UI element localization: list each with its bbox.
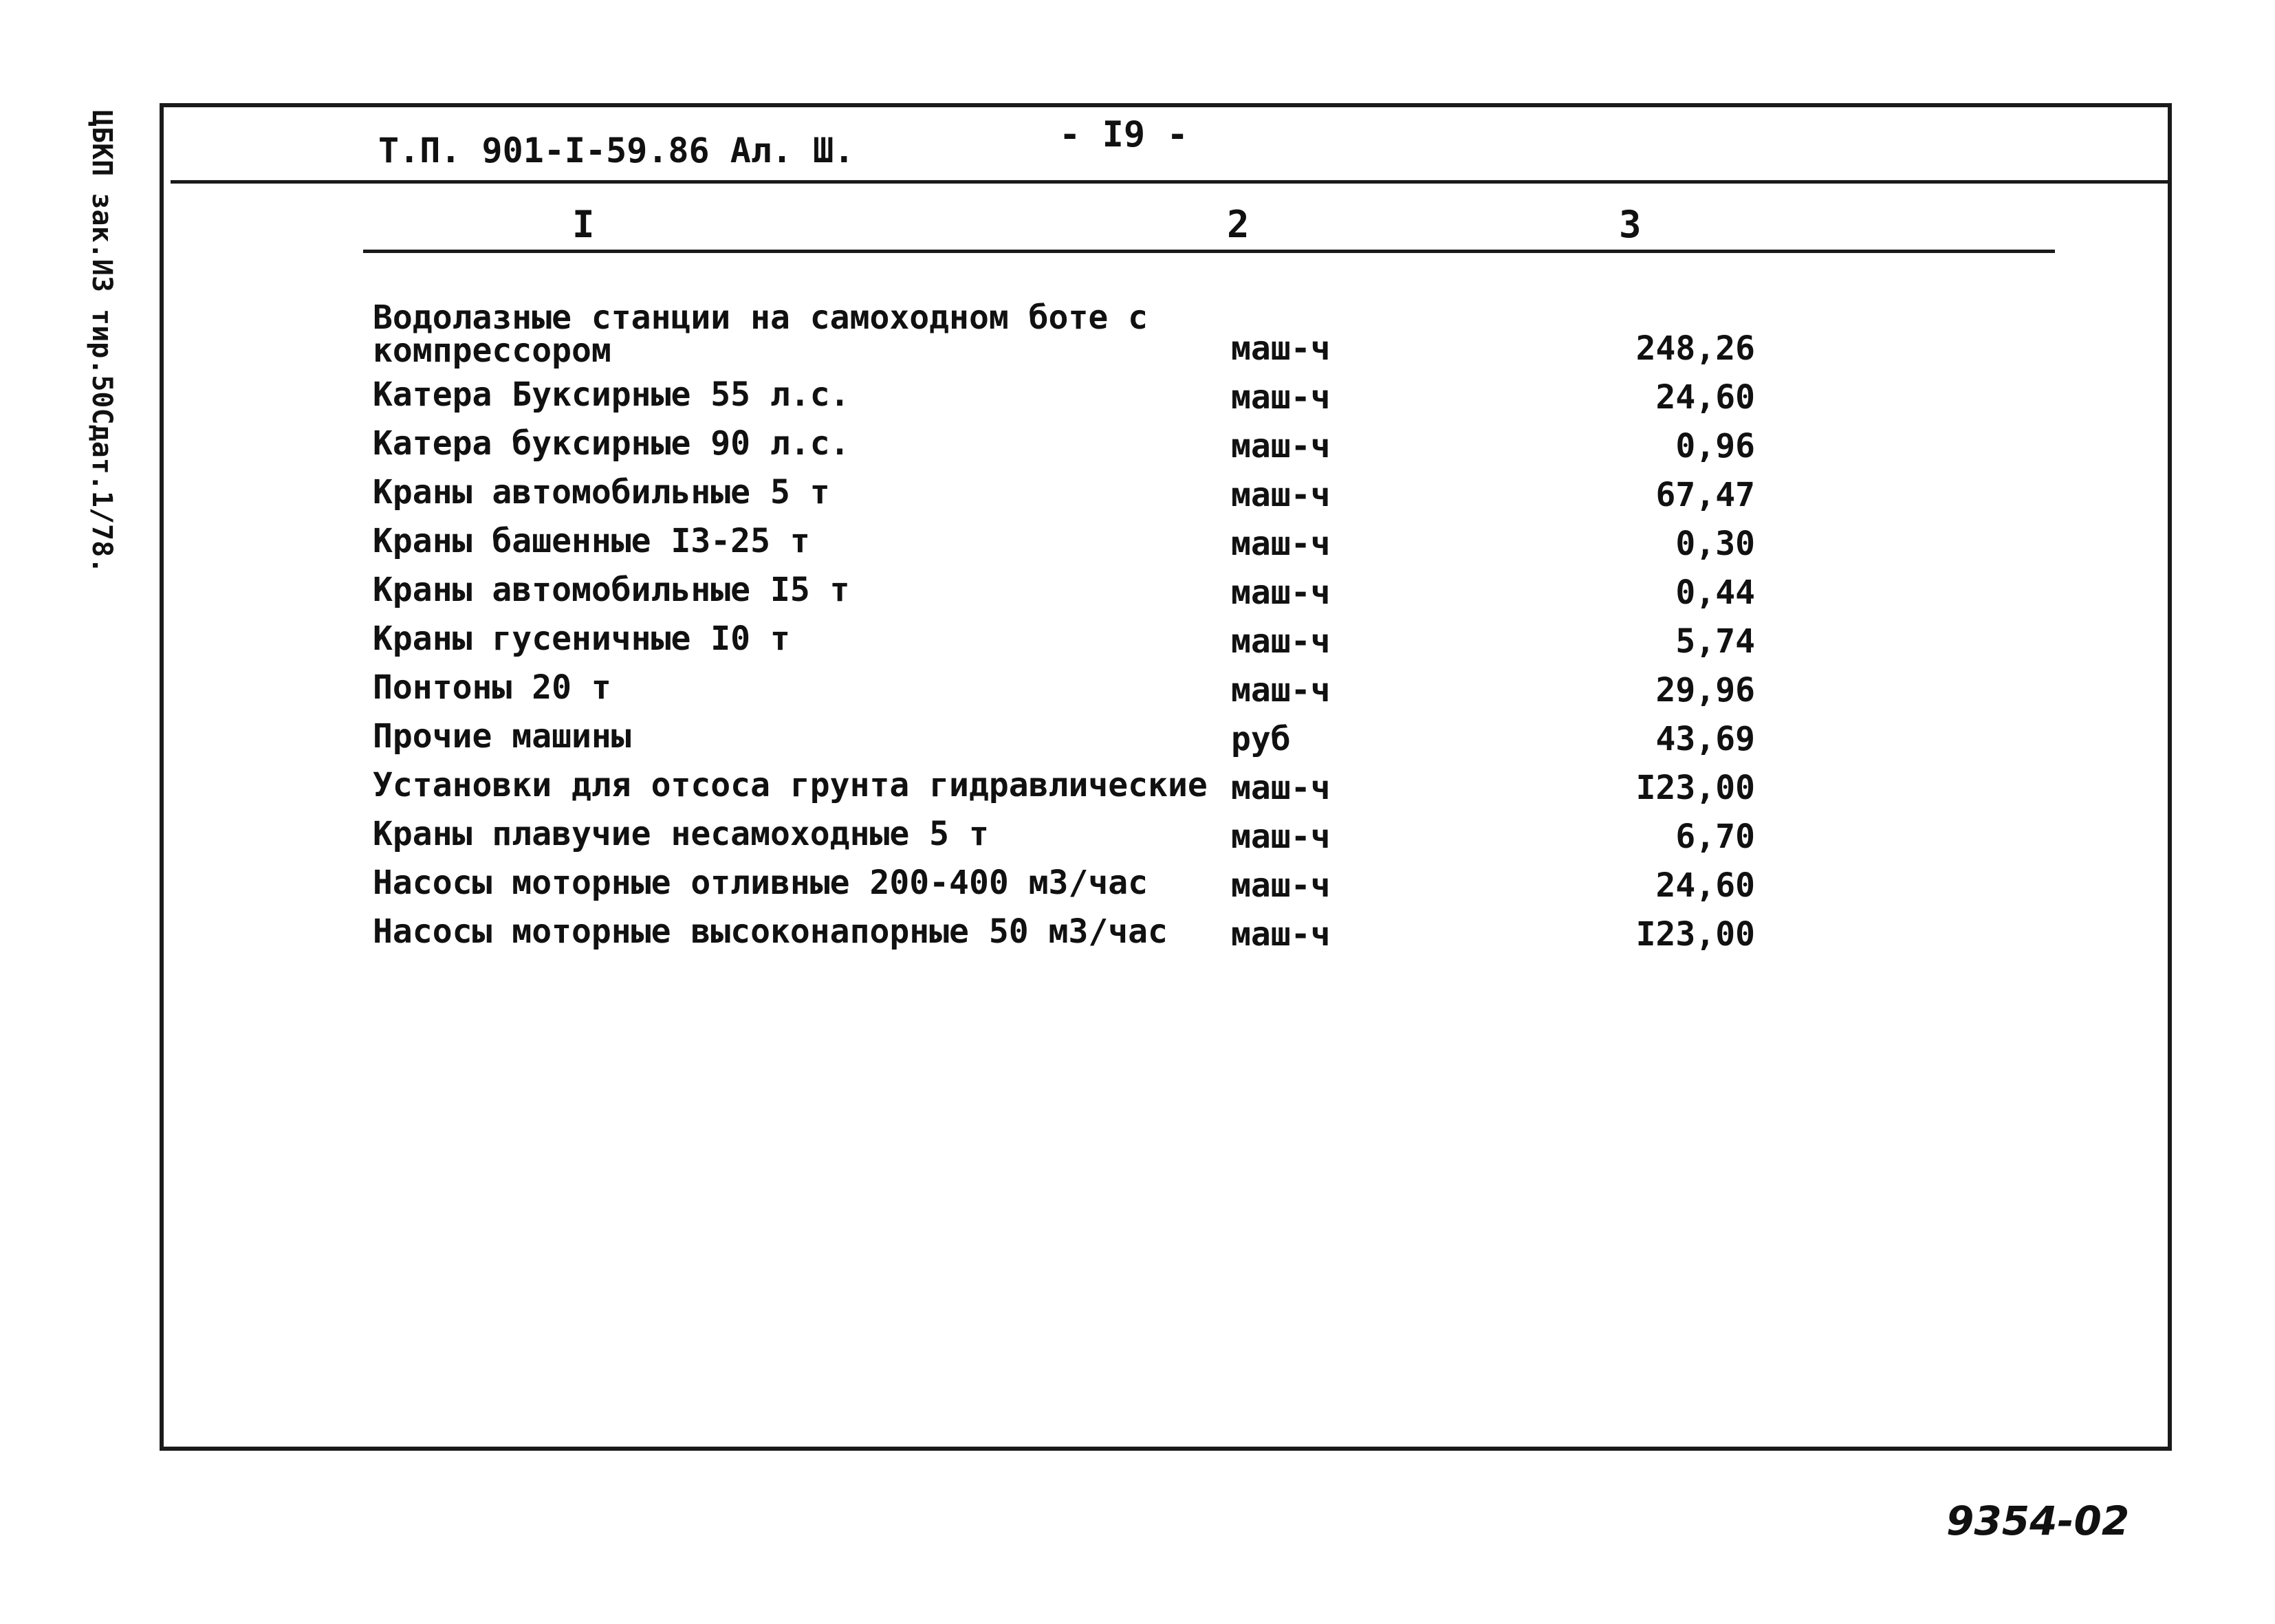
row-name: Установки для отсоса грунта гидравлические [373, 766, 1208, 804]
table-row [373, 522, 1831, 573]
side-print-note: ЦБКП зак.ИЗ тир.50Сдат.1/78. [86, 110, 118, 574]
row-unit: маш-ч [1231, 573, 1331, 612]
machine-table [373, 298, 1831, 964]
row-unit: маш-ч [1231, 329, 1331, 368]
row-name: Насосы моторные отливные 200-400 м3/час [373, 864, 1149, 902]
table-row [373, 912, 1831, 964]
row-value: I23,00 [1635, 915, 1755, 954]
row-value: 0,44 [1675, 573, 1755, 612]
row-value: I23,00 [1635, 769, 1755, 807]
column-header-3: 3 [1619, 203, 1642, 246]
row-value: 24,60 [1655, 866, 1755, 905]
table-row [373, 717, 1831, 769]
table-row [373, 573, 1831, 622]
row-name: Водолазные станции на самоходном боте с компрессором [373, 298, 1149, 370]
row-name: Краны плавучие несамоходные 5 т [373, 815, 989, 853]
row-name: Катера буксирные 90 л.с. [373, 424, 850, 463]
row-name: Краны автомобильные 5 т [373, 473, 830, 512]
row-value: 248,26 [1635, 329, 1755, 368]
table-row [373, 815, 1831, 866]
row-value: 67,47 [1655, 476, 1755, 514]
row-unit: маш-ч [1231, 622, 1331, 661]
document-code: Т.П. 901-I-59.86 Ал. Ш. [378, 131, 855, 171]
table-row [373, 298, 1831, 378]
table-row [373, 619, 1831, 671]
row-unit: маш-ч [1231, 378, 1331, 417]
row-unit: маш-ч [1231, 769, 1331, 807]
header-divider [171, 180, 2169, 184]
row-name: Краны гусеничные I0 т [373, 619, 790, 658]
row-name: Катера Буксирные 55 л.с. [373, 375, 850, 414]
table-row [373, 668, 1831, 720]
table-row [373, 375, 1831, 427]
row-name: Прочие машины [373, 717, 631, 756]
page-number: - I9 - [1059, 114, 1188, 155]
table-row [373, 866, 1831, 915]
row-unit: маш-ч [1231, 427, 1331, 465]
row-unit: маш-ч [1231, 525, 1331, 563]
row-value: 0,96 [1675, 427, 1755, 465]
row-name: Краны автомобильные I5 т [373, 571, 850, 609]
row-unit: маш-ч [1231, 671, 1331, 710]
table-row [373, 766, 1831, 818]
column-header-2: 2 [1227, 203, 1250, 246]
row-unit: руб [1231, 720, 1291, 758]
row-value: 29,96 [1655, 671, 1755, 710]
column-header-divider [363, 250, 2055, 253]
row-unit: маш-ч [1231, 818, 1331, 856]
row-name: Насосы моторные высоконапорные 50 м3/час [373, 912, 1168, 951]
row-value: 43,69 [1655, 720, 1755, 758]
row-value: 0,30 [1675, 525, 1755, 563]
row-name: Краны башенные I3-25 т [373, 522, 810, 560]
archive-number: 9354-02 [1946, 1497, 2130, 1544]
row-unit: маш-ч [1231, 915, 1331, 954]
table-row [373, 473, 1831, 525]
row-name: Понтоны 20 т [373, 668, 611, 707]
row-unit: маш-ч [1231, 476, 1331, 514]
row-unit: маш-ч [1231, 866, 1331, 905]
row-value: 6,70 [1675, 818, 1755, 856]
column-header-1: I [572, 203, 595, 246]
row-value: 24,60 [1655, 378, 1755, 417]
row-value: 5,74 [1675, 622, 1755, 661]
table-row [373, 424, 1831, 476]
